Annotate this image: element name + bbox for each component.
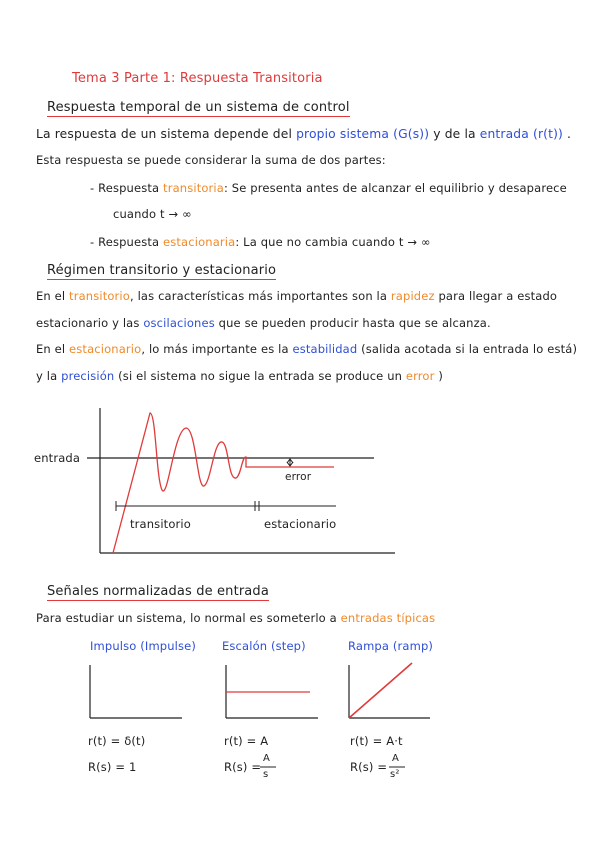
highlight-transient: transitoria [163,181,224,195]
highlight-rt: (r(t)) [533,127,563,141]
highlight-oscillations: oscilaciones [143,316,215,330]
text: ) [438,369,443,383]
highlight-steady: estacionario [69,342,142,356]
impulse-laplace [88,762,136,774]
step-time-expr: r(t) = A [224,734,269,748]
ramp-signal [349,663,412,718]
highlight-typical-inputs: entradas típicas [340,611,436,625]
text: , las características más importantes son la [129,289,388,303]
text: - Respuesta [90,235,160,249]
section-heading-signals: Señales normalizadas de entrada [47,584,269,599]
text: La respuesta de un sistema depende del [36,127,293,141]
highlight-speed: rapidez [390,289,435,303]
signal-name-impulse: Impulso (Impulse) [90,639,197,653]
text: : La que no cambia cuando t → ∞ [235,235,431,249]
graph-label-transient: transitorio [130,517,191,531]
ramp-laplace-den: s² [390,769,400,780]
highlight-error: error [405,369,435,383]
step-laplace-den: s [263,769,269,780]
highlight-precision: precisión [61,369,115,383]
highlight-steady: estacionaria [163,235,236,249]
ramp-laplace-num: A [392,753,399,764]
highlight-stability: estabilidad [292,342,358,356]
step-laplace-num: A [263,753,270,764]
highlight-gs: (G(s)) [393,127,430,141]
text: , lo más importante es la [141,342,289,356]
graph-label-steady: estacionario [264,517,337,531]
highlight-system: propio sistema [296,127,390,141]
text: para llegar a estado [438,289,558,303]
bullet-transient-cont: cuando t → ∞ [113,207,192,221]
signal-name-step: Escalón (step) [222,639,306,653]
response-curve [113,413,337,553]
highlight-input: entrada [479,127,529,141]
graph-label-error: error [285,471,312,483]
text: - Respuesta [90,181,160,195]
text: y la [36,369,58,383]
ramp-laplace-lhs: R(s) = [350,760,388,774]
step-laplace-lhs: R(s) = [224,760,262,774]
highlight-transient: transitorio [69,289,130,303]
text: : Se presenta antes de alcanzar el equilibrio y desaparece [223,181,567,195]
text: En el [36,342,66,356]
text: . [567,127,572,141]
section-heading-regime: Régimen transitorio y estacionario [47,263,277,278]
page-title: Tema 3 Parte 1: Respuesta Transitoria [72,71,323,86]
impulse-time-expr: r(t) = δ(t) [88,734,146,748]
paragraph-line: Esta respuesta se puede considerar la suma de dos partes: [36,153,386,167]
text: (si el sistema no sigue la entrada se produce un [118,369,403,383]
laplace-lhs: R(s) = [88,760,126,774]
text: (salida acotada si la entrada lo está) [361,342,578,356]
paragraph-line [36,613,435,625]
signal-name-ramp: Rampa (ramp) [348,639,434,653]
text: estacionario y las [36,316,140,330]
text: En el [36,289,66,303]
text: Para estudiar un sistema, lo normal es someterlo a [36,611,337,625]
section-heading-response: Respuesta temporal de un sistema de control [47,100,350,115]
laplace-rhs: 1 [128,760,137,774]
text: que se pueden producir hasta que se alcanza. [218,316,491,330]
graph-label-input: entrada [34,451,81,465]
ramp-time-expr: r(t) = A·t [350,734,403,748]
text: y de la [433,127,476,141]
